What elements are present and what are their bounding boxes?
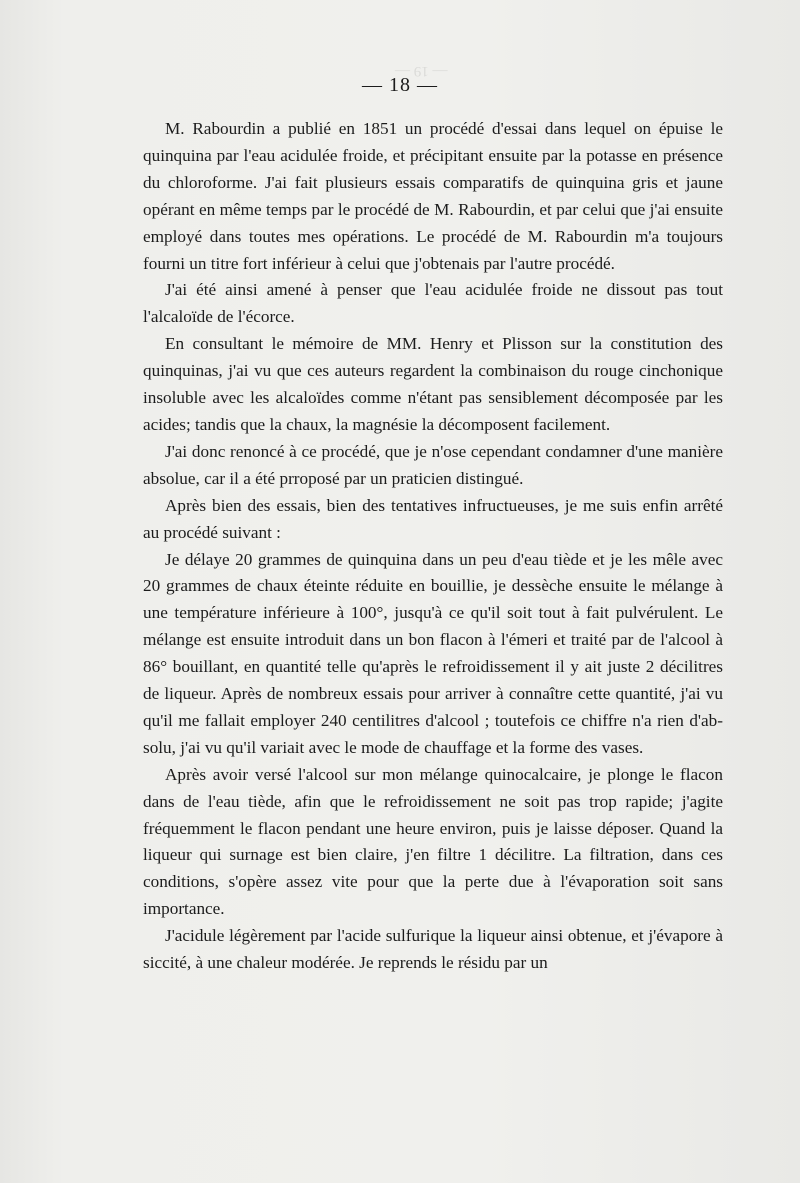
body-text bbox=[143, 116, 723, 977]
bleed-through-mark: — 19 — bbox=[395, 63, 448, 79]
page-number: — 18 — bbox=[362, 74, 438, 96]
paragraph-renounced-method: J'ai donc renoncé à ce procédé, que je n'ose cependant condamner d'une manière absolue, car il a été prroposé par un praticien distingué. bbox=[143, 441, 723, 488]
paragraph-henry-plisson: En consultant le mémoire de MM. Henry et Plisson sur la constitution des quinquinas, j'ai vu que ces auteurs regardent la combinaison du rouge cinchonique insoluble avec les alcaloïdes comme n'étant pas sensiblement décomposée par les acides; tandis que la chaux, la magnésie la décomposent facilement. bbox=[143, 334, 723, 434]
paragraph-cold-acid-water: J'ai été ainsi amené à penser que l'eau acidulée froide ne dissout pas tout l'alcaloïde de l'écorce. bbox=[143, 280, 723, 327]
paragraph-acidulation: J'acidule légèrement par l'acide sulfurique la liqueur ainsi obtenue, et j'évapore à siccité, à une chaleur modérée. Je reprends le résidu par un bbox=[143, 926, 723, 973]
paragraph-lime-mixture: Je délaye 20 grammes de quinquina dans un peu d'eau tiède et je les mêle avec 20 grammes de chaux éteinte réduite en bouillie, je dessèche ensuite le mélange à une température inférieure à 100°, jusqu'à ce qu'il soit tout à fait pulvérulent. Le mélange est ensuite introduit dans un bon flacon à l'émeri et traité par de l'alcool à 86° bouillant, en quantité telle qu'après le refroidissement il y ait juste 2 décilitres de liqueur. Après de nombreux essais pour arriver à connaître cette quantité, j'ai vu qu'il me fallait employer 240 centilitres d'alcool ; toutefois ce chiffre n'a rien d'absolu, j'ai vu qu'il variait avec le mode de chauffage et la forme des vases. bbox=[143, 549, 723, 757]
paragraph-alcohol-filtration: Après avoir versé l'alcool sur mon mélange quinocalcaire, je plonge le flacon dans de l'eau tiède, afin que le refroidissement ne soit pas trop rapide; j'agite fréquemment le flacon pendant une heure environ, puis je laisse déposer. Quand la liqueur qui surnage est bien claire, j'en filtre 1 décilitre. La filtration, dans ces conditions, s'opère assez vite pour que la perte due à l'évaporation soit sans importance. bbox=[143, 764, 723, 919]
paragraph-chosen-procedure: Après bien des essais, bien des tentatives infructueuses, je me suis enfin arrêté au procédé suivant : bbox=[143, 495, 723, 542]
paragraph-rabourdin-method: M. Rabourdin a publié en 1851 un procédé d'essai dans lequel on épuise le quinquina par l'eau acidulée froide, et précipitant ensuite par la potasse en présence du chloroforme. J'ai fait plusieurs essais comparatifs de quinquina gris et jaune opérant en même temps par le procédé de M. Rabourdin, et par celui que j'ai ensuite employé dans toutes mes opérations. Le procédé de M. Rabourdin m'a toujours fourni un titre fort inférieur à celui que j'obtenais par l'autre procédé. bbox=[143, 119, 723, 273]
